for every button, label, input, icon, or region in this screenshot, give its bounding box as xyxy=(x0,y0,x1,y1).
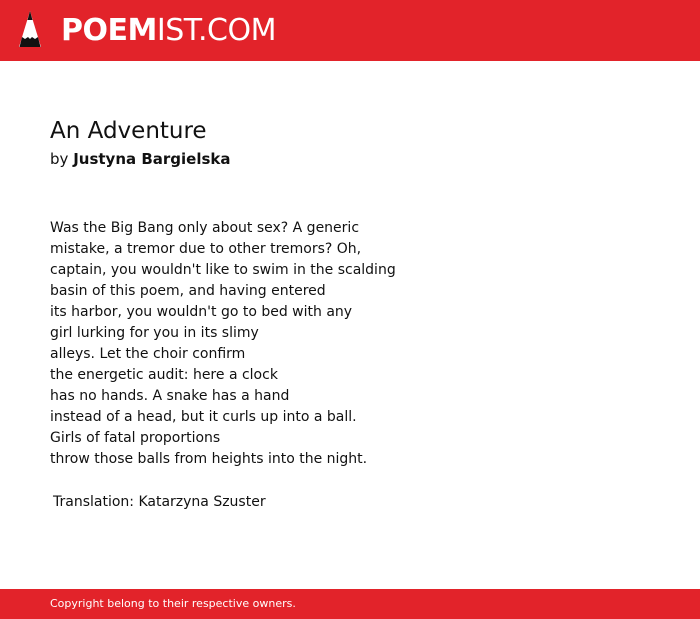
logo-light-text: IST.COM xyxy=(156,13,276,48)
site-footer xyxy=(0,589,700,619)
byline-label: by xyxy=(50,150,69,168)
poem-line: instead of a head, but it curls up into a ball. xyxy=(50,409,357,425)
poem-line: its harbor, you wouldn't go to bed with any xyxy=(50,304,353,320)
translation-credit: Translation: Katarzyna Szuster xyxy=(53,494,266,510)
poem-line: Was the Big Bang only about sex? A generic xyxy=(50,220,360,236)
poem-title: An Adventure xyxy=(50,118,207,144)
poem-line: captain, you wouldn't like to swim in the scalding xyxy=(50,262,396,278)
author-name: Justyna Bargielska xyxy=(73,150,231,168)
poem-line: basin of this poem, and having entered xyxy=(50,283,326,299)
poem-line: mistake, a tremor due to other tremors? Oh, xyxy=(50,241,362,257)
logo-bold-text: POEM xyxy=(61,13,157,48)
poem-line: girl lurking for you in its slimy xyxy=(50,325,259,341)
poem-line: has no hands. A snake has a hand xyxy=(50,388,290,404)
poem-line: throw those balls from heights into the night. xyxy=(50,451,368,467)
poem-line: the energetic audit: here a clock xyxy=(50,367,278,383)
poem-line: Girls of fatal proportions xyxy=(50,430,221,446)
site-header xyxy=(0,0,700,61)
poem-body xyxy=(50,218,450,470)
pencil-icon[interactable] xyxy=(17,9,43,51)
poem-line: alleys. Let the choir confirm xyxy=(50,346,246,362)
byline xyxy=(50,148,231,170)
copyright-text: Copyright belong to their respective owners. xyxy=(50,597,296,610)
site-logo[interactable] xyxy=(61,13,276,49)
